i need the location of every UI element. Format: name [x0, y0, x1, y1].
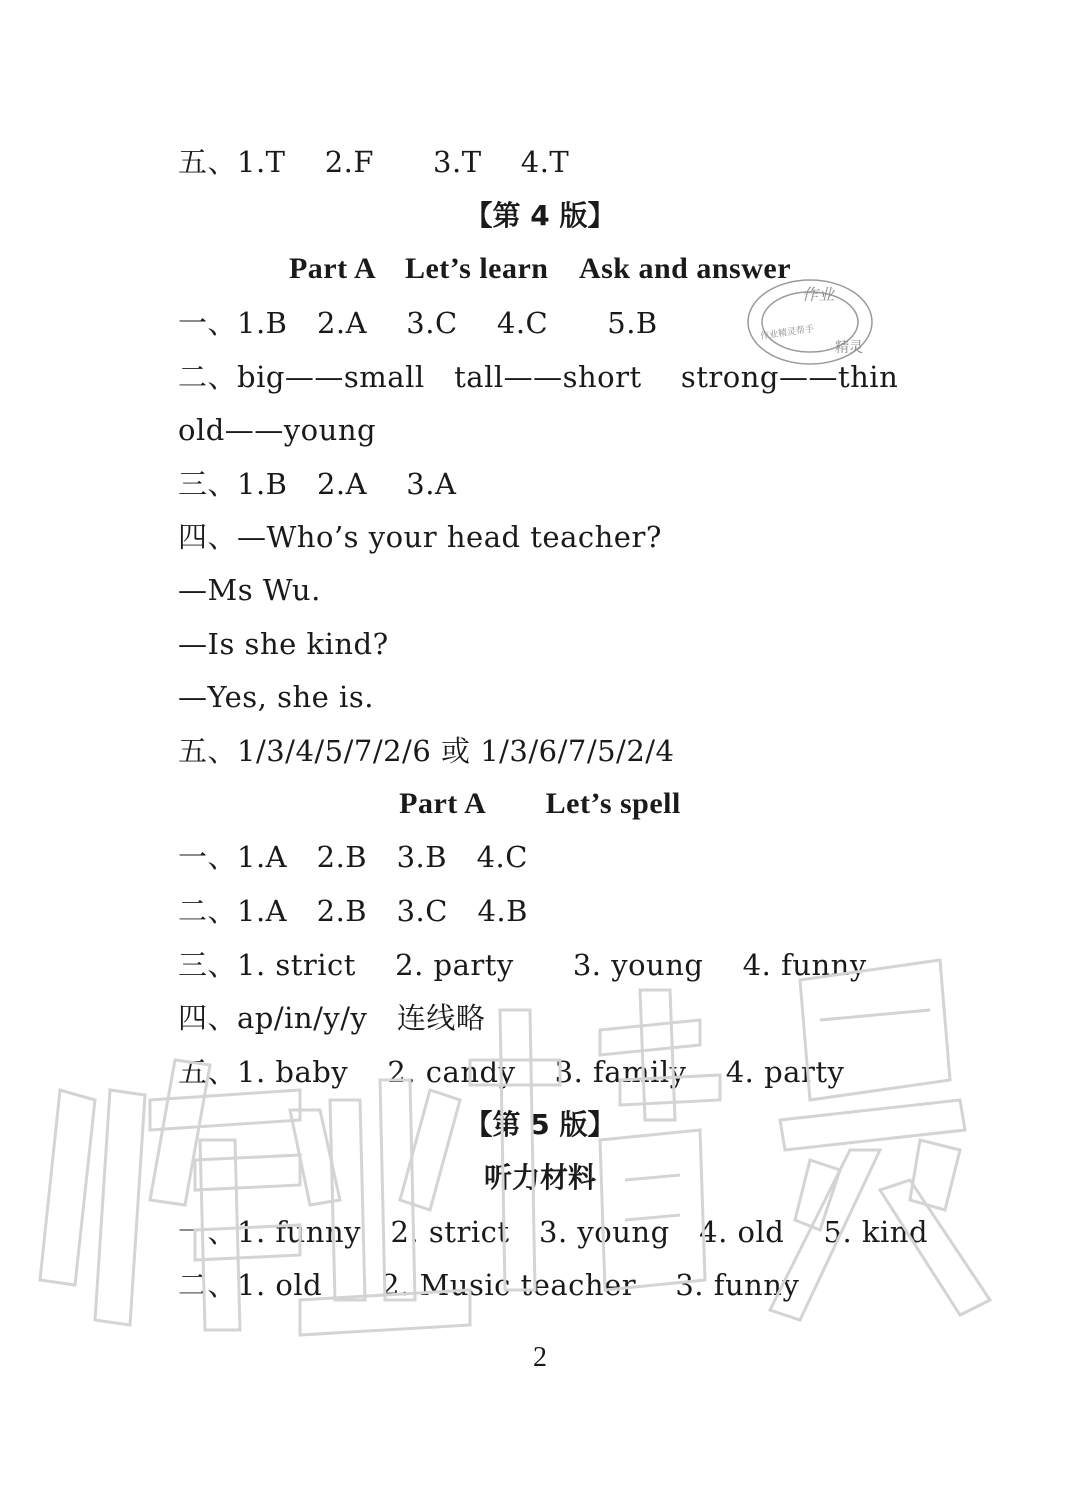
- answer-line: —Ms Wu.: [178, 573, 321, 607]
- part-heading: Part A Let’s spell: [399, 787, 681, 820]
- answer-line: —Is she kind?: [178, 627, 389, 661]
- answer-line: 一、1.B 2.A 3.C 4.C 5.B: [178, 306, 658, 340]
- answer-line: 三、1. strict 2. party 3. young 4. funny: [178, 948, 867, 982]
- answer-line: 五、1. baby 2. candy 3. family 4. party: [178, 1055, 845, 1089]
- section-heading: 【第 5 版】: [464, 1108, 616, 1141]
- answer-line: 一、1. funny 2. strict 3. young 4. old 5. kind: [178, 1215, 929, 1249]
- answer-line: 五、1/3/4/5/7/2/6 或 1/3/6/7/5/2/4: [178, 734, 675, 768]
- svg-text:精灵: 精灵: [835, 340, 863, 356]
- page-number: 2: [533, 1342, 547, 1373]
- answer-line: 四、—Who’s your head teacher?: [178, 520, 662, 554]
- answer-line: 二、1.A 2.B 3.C 4.B: [178, 894, 528, 928]
- answer-line: 四、ap/in/y/y 连线略: [178, 1001, 486, 1035]
- answer-line: 三、1.B 2.A 3.A: [178, 467, 457, 501]
- answer-line: 一、1.A 2.B 3.B 4.C: [178, 840, 528, 874]
- svg-text:作业: 作业: [802, 285, 835, 304]
- answer-line: 二、big——small tall——short strong——thin: [178, 360, 899, 394]
- answer-line: 二、1. old 2. Music teacher 3. funny: [178, 1268, 800, 1302]
- part-heading: Part A Let’s learn Ask and answer: [288, 252, 792, 285]
- svg-text:作业精灵帮手: 作业精灵帮手: [759, 324, 815, 342]
- section-heading: 【第 4 版】: [464, 199, 616, 232]
- answer-line: 五、1.T 2.F 3.T 4.T: [178, 145, 570, 179]
- section-heading: 听力材料: [483, 1161, 596, 1194]
- answer-line: —Yes, she is.: [178, 680, 374, 714]
- answer-line: old——young: [178, 413, 377, 447]
